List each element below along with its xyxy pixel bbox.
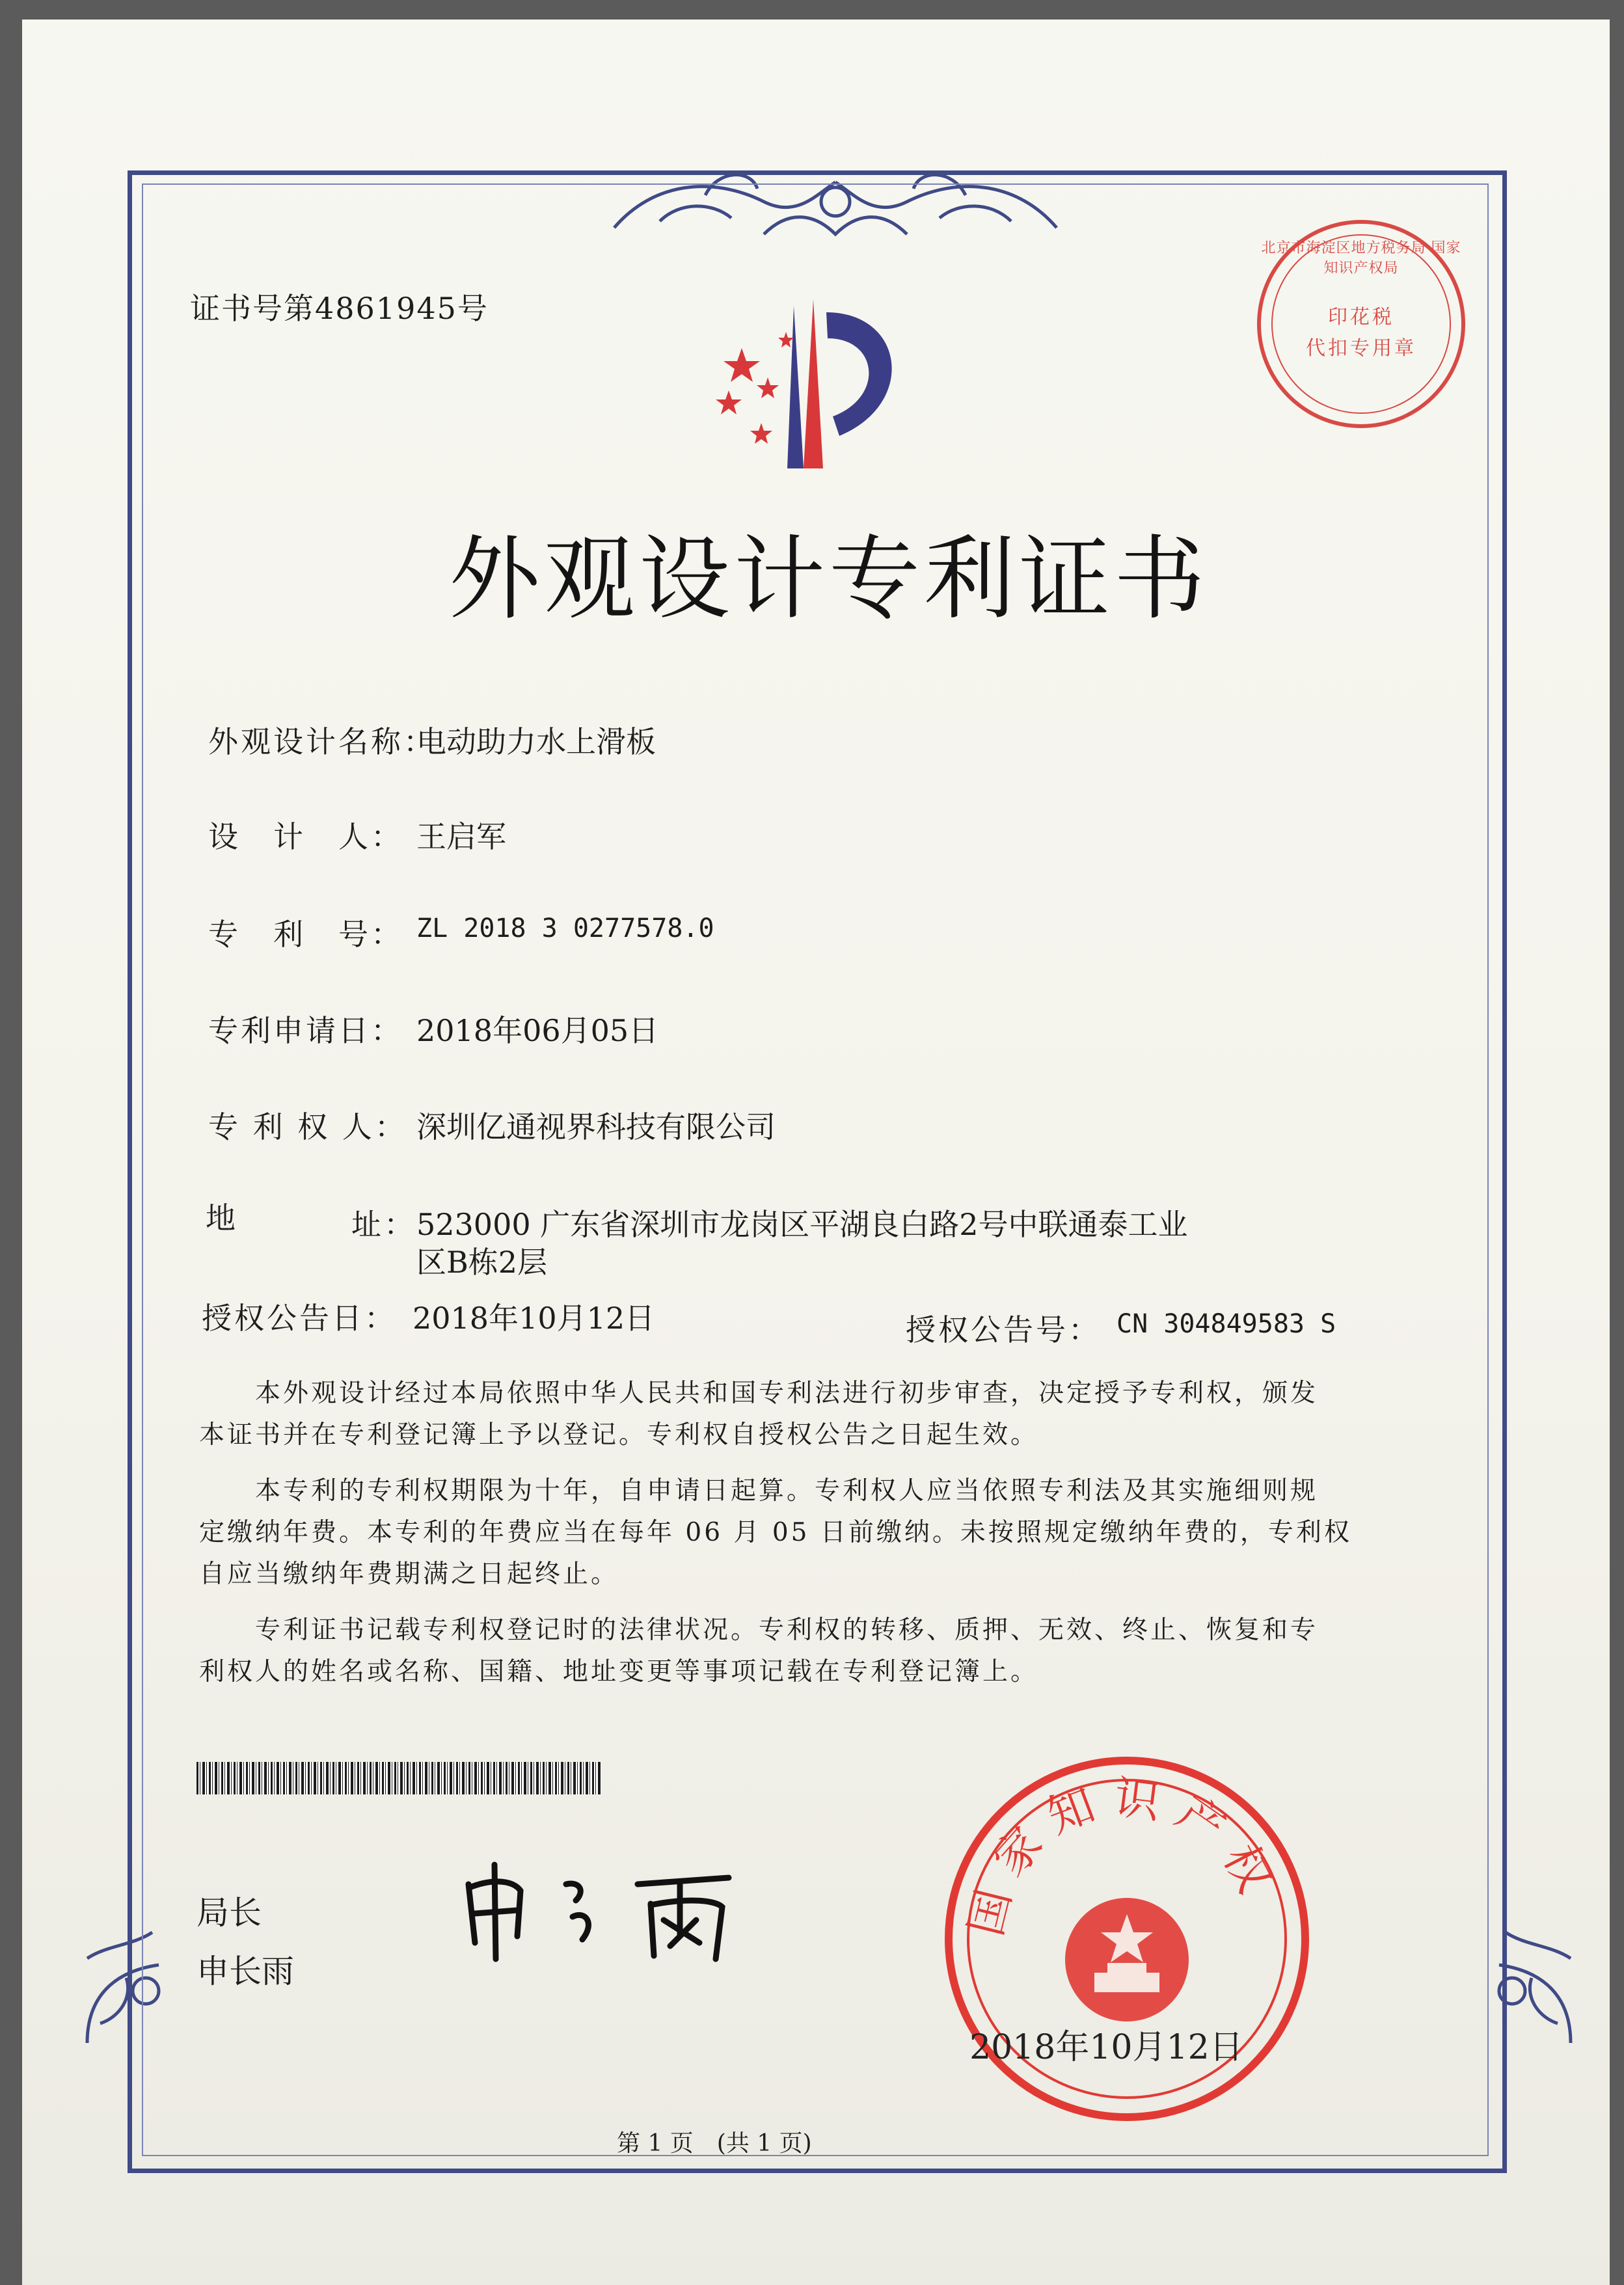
paragraph-1-line-2: 本证书并在专利登记簿上予以登记。专利权自授权公告之日起生效。 <box>199 1420 1039 1450</box>
design-name-value: 电动助力水上滑板 <box>416 724 656 759</box>
page-number: 第 1 页 (共 1 页) <box>617 2130 812 2157</box>
director-signature <box>455 1858 820 1962</box>
certificate-number: 证书号第4861945号 <box>190 291 489 326</box>
paragraph-2-line-1: 本专利的专利权期限为十年，自申请日起算。专利权人应当依照专利法及其实施细则规 <box>255 1476 1319 1506</box>
grant-number-label: 授权公告号： <box>906 1312 1101 1347</box>
tax-stamp-line2: 代扣专用章 <box>1306 337 1416 360</box>
grant-date-value: 2018年10月12日 <box>413 1301 655 1336</box>
patent-number-value: ZL 2018 3 0277578.0 <box>416 913 714 943</box>
address-label-end: 址： <box>351 1207 416 1242</box>
paragraph-3-line-2: 利权人的姓名或名称、国籍、地址变更等事项记载在专利登记簿上。 <box>199 1657 1039 1686</box>
patent-number-label: 专 利 号： <box>208 917 403 952</box>
paragraph-2-line-2: 定缴纳年费。本专利的年费应当在每年 06 月 05 日前缴纳。未按照规定缴纳年费的，专利权 <box>199 1518 1352 1547</box>
paragraph-2-line-3: 自应当缴纳年费期满之日起终止。 <box>199 1560 619 1589</box>
paragraph-1-line-1: 本外观设计经过本局依照中华人民共和国专利法进行初步审查，决定授予专利权，颁发 <box>255 1379 1319 1408</box>
patent-office-logo <box>690 286 937 481</box>
grant-date-label: 授权公告日： <box>202 1301 397 1336</box>
address-line-2: 区B栋2层 <box>416 1245 548 1280</box>
barcode <box>196 1762 601 1794</box>
address-line-1: 523000 广东省深圳市龙岗区平湖良白路2号中联通泰工业 <box>416 1207 1188 1242</box>
design-name-label: 外观设计名称： <box>208 724 436 759</box>
director-name: 申长雨 <box>196 1953 294 1990</box>
designer-label: 设 计 人： <box>208 819 403 854</box>
certificate-title: 外观设计专利证书 <box>449 526 1210 632</box>
patentee-label: 专 利 权 人： <box>208 1109 407 1144</box>
grant-number-value: CN 304849583 S <box>1116 1309 1336 1339</box>
national-emblem <box>1065 1898 1189 2021</box>
office-seal-date: 2018年10月12日 <box>969 2028 1243 2067</box>
tax-stamp-outer-text: 北京市海淀区地方税务局 国家知识产权局 <box>1261 240 1461 277</box>
filing-date-label: 专利申请日： <box>208 1013 403 1048</box>
designer-value: 王启军 <box>416 819 506 854</box>
paragraph-3-line-1: 专利证书记载专利权登记时的法律状况。专利权的转移、质押、无效、终止、恢复和专 <box>255 1616 1319 1645</box>
filing-date-value: 2018年06月05日 <box>416 1013 659 1048</box>
patentee-value: 深圳亿通视界科技有限公司 <box>416 1109 776 1144</box>
address-label-start: 地 <box>206 1200 238 1236</box>
tax-stamp <box>1257 220 1465 428</box>
director-title: 局长 <box>196 1894 262 1932</box>
office-seal-text: 国家知识产权 <box>958 1770 1288 1941</box>
tax-stamp-line1: 印花税 <box>1328 306 1394 329</box>
